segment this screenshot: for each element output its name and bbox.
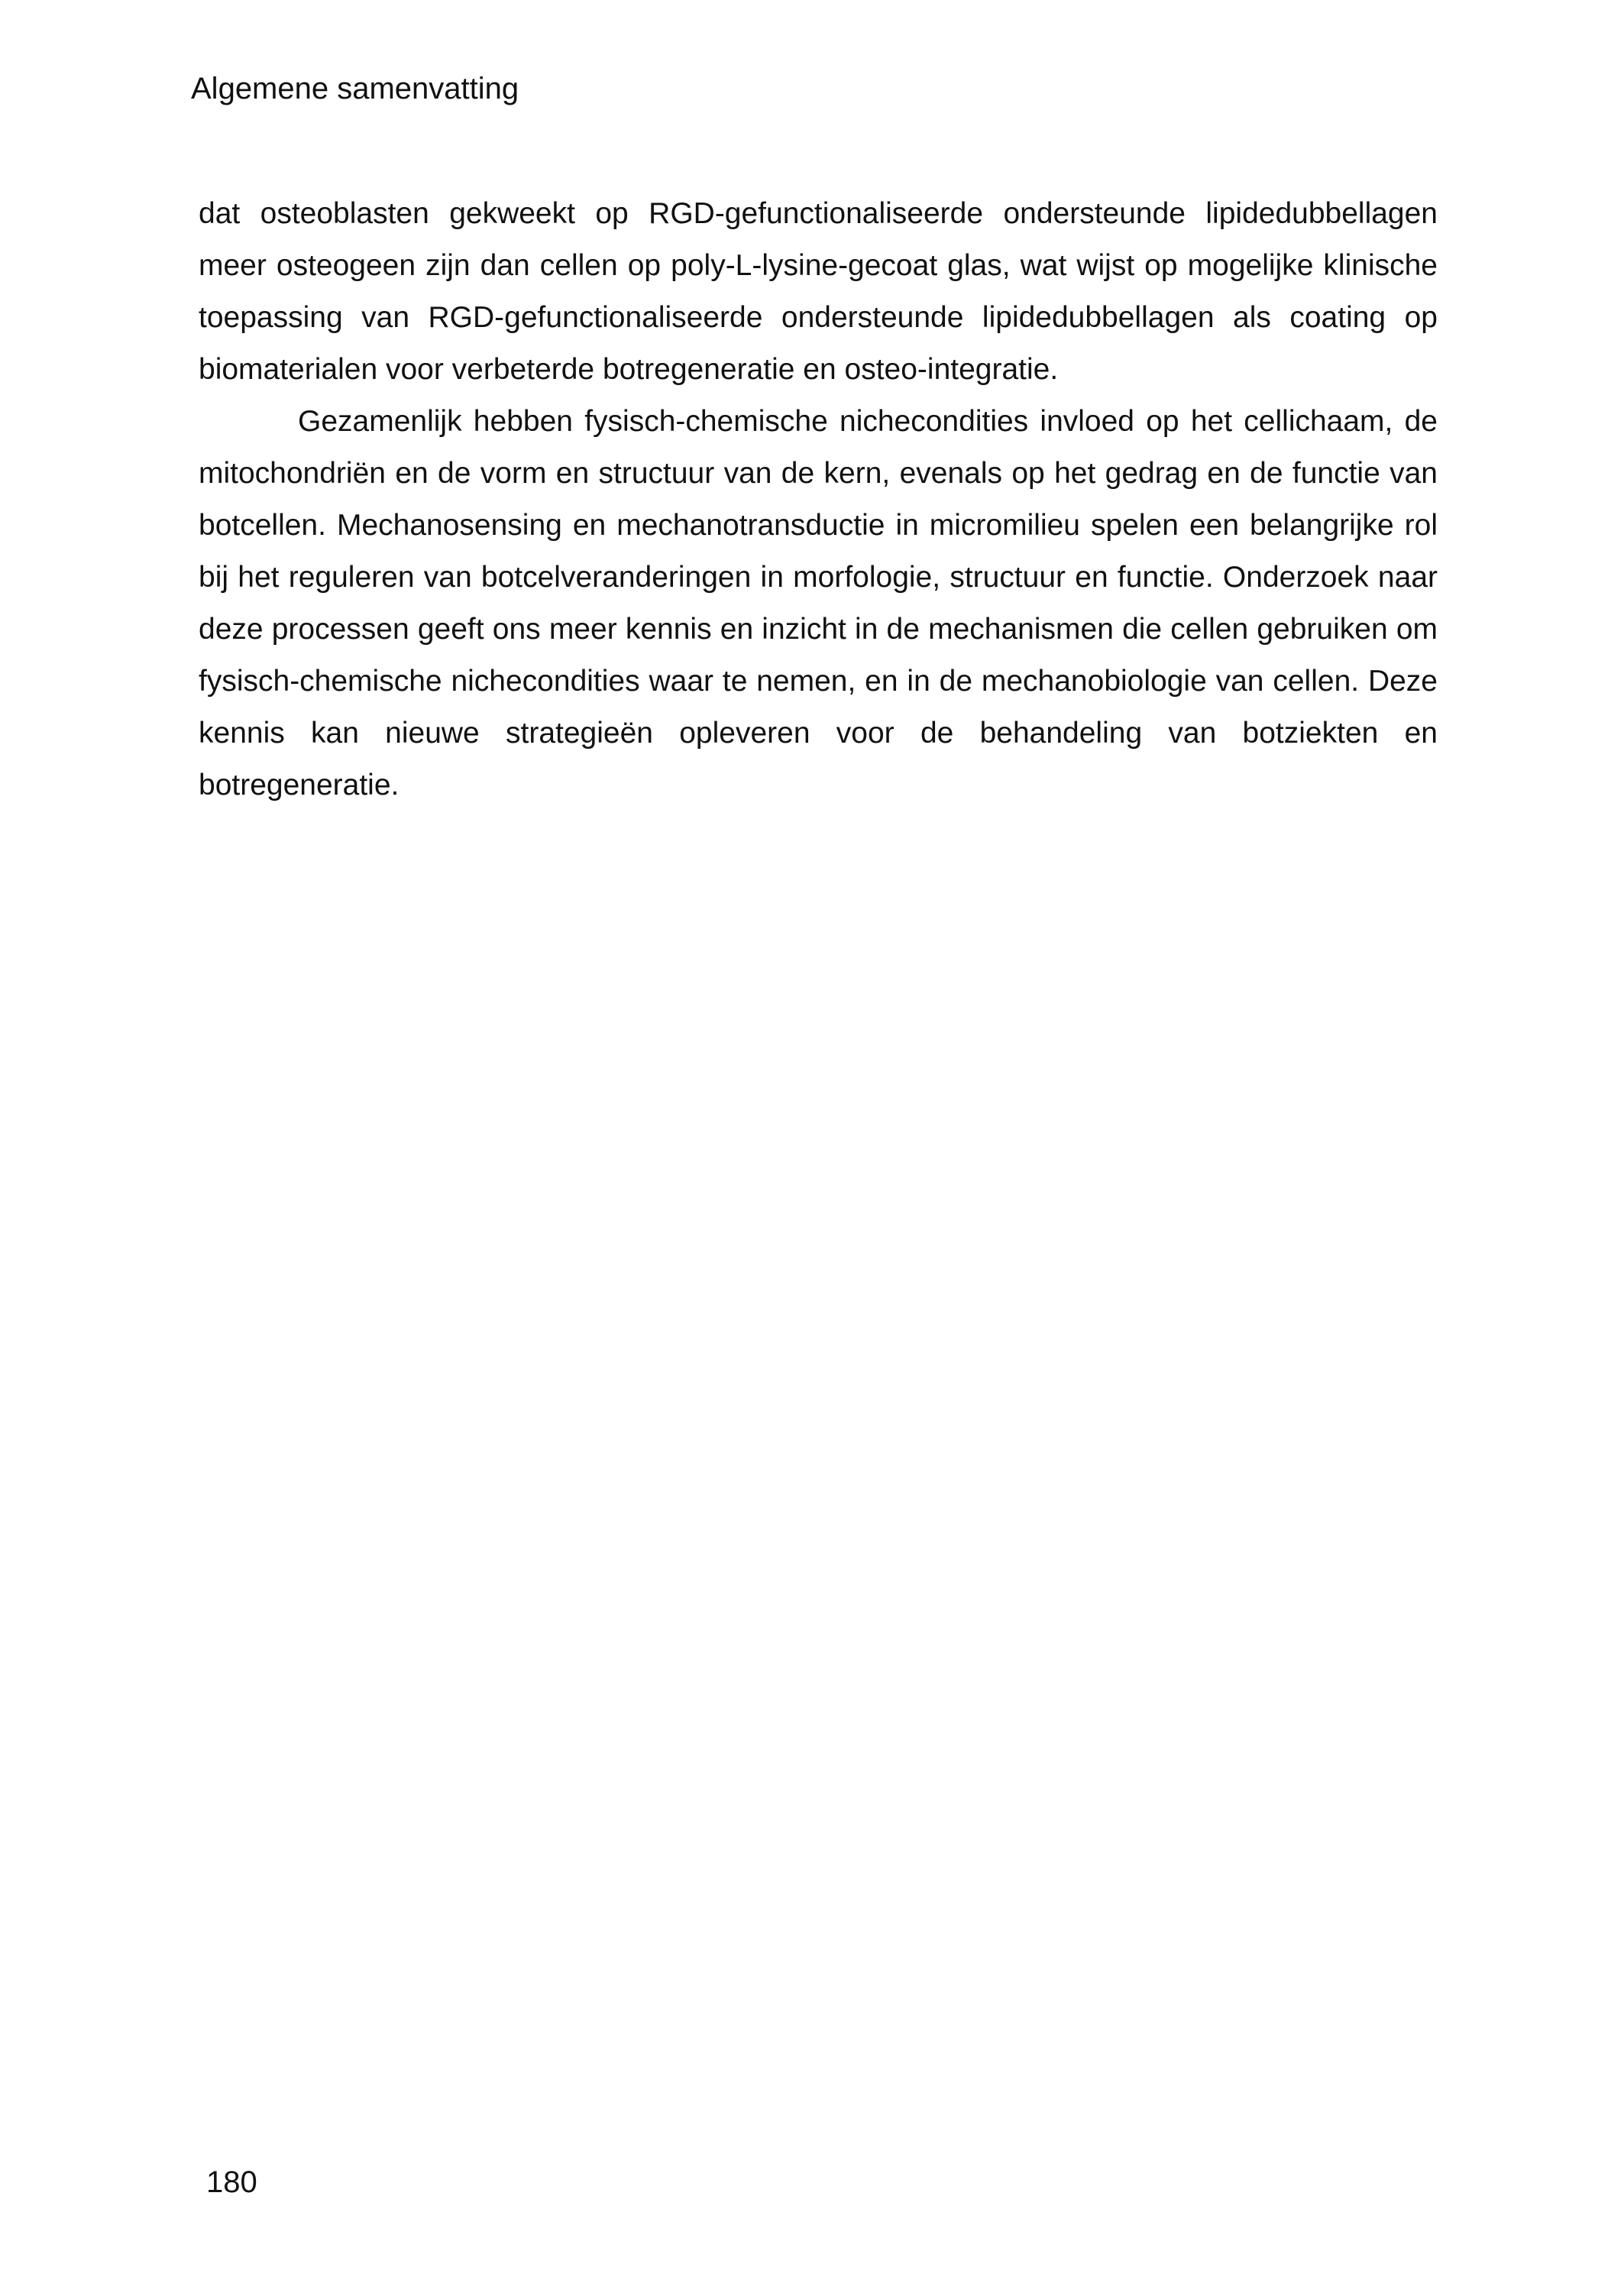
paragraph-conclusion: Gezamenlijk hebben fysisch-chemische nichecondities invloed op het cellichaam, de mitochondriën en de vorm en structuur van de kern, evenals op het gedrag en de functie van botcellen. Mechanosensing en mechanotransductie in micromilieu spelen een belangrijke rol bij het reguleren van botcelveranderingen in morfologie, structuur en functie. Onderzoek naar deze processen geeft ons meer kennis en inzicht in de mechanismen die cellen gebruiken om fysisch-chemische nichecondities waar te nemen, en in de mechanobiologie van cellen. Deze kennis kan nieuwe strategieën opleveren voor de behandeling van botziekten en botregeneratie. xyxy=(199,405,1438,802)
page-number: 180 xyxy=(206,2165,257,2199)
running-header: Algemene samenvatting xyxy=(191,72,519,105)
body-text xyxy=(199,188,1438,811)
paragraph-continuation: dat osteoblasten gekweekt op RGD-gefunctionaliseerde ondersteunde lipidedubbellagen meer osteogeen zijn dan cellen op poly-L-lysine-gecoat glas, wat wijst op mogelijke klinische toepassing van RGD-gefunctionaliseerde ondersteunde lipidedubbellagen als coating op biomaterialen voor verbeterde botregeneratie en osteo-integratie. xyxy=(199,197,1438,386)
